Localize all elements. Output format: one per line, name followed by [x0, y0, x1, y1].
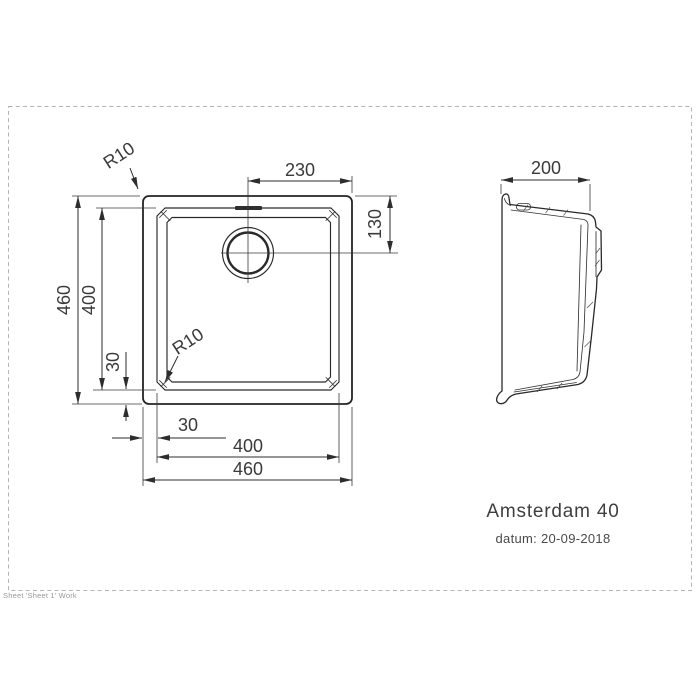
dim-label-r10-outer: R10 — [99, 137, 139, 173]
dim-label-460-bottom: 460 — [232, 459, 264, 479]
dim-label-200: 200 — [530, 158, 562, 178]
side-view — [497, 194, 602, 404]
dim-overall-width — [143, 459, 352, 480]
overflow-slot — [235, 206, 262, 210]
dim-depth — [501, 158, 590, 180]
dim-label-460-left: 460 — [54, 284, 74, 316]
sink-section-outline — [497, 194, 602, 404]
side-view-dimensions — [501, 158, 590, 211]
dim-label-30-bottom: 30 — [177, 415, 199, 435]
dim-bowl-corner-radius — [165, 324, 207, 382]
dim-overall-height — [54, 196, 78, 404]
title-block — [486, 501, 619, 546]
product-name: Amsterdam 40 — [486, 501, 620, 522]
plan-view — [143, 177, 398, 404]
date-label: datum: 20-09-2018 — [495, 531, 611, 546]
sheet-footer-label: Sheet 'Sheet 1' Work — [3, 591, 77, 600]
plan-view-dimensions — [54, 138, 397, 486]
dim-label-400-left: 400 — [79, 284, 99, 316]
dim-label-30-left: 30 — [103, 351, 123, 373]
dim-rim-offset-vertical — [103, 352, 126, 421]
dim-bowl-width — [157, 436, 339, 457]
dim-drain-from-top — [365, 196, 390, 253]
dim-label-130: 130 — [365, 208, 385, 240]
dim-drain-from-right — [248, 160, 352, 181]
dim-outer-corner-radius — [100, 138, 139, 189]
dim-label-r10-bowl: R10 — [168, 323, 208, 359]
dim-bowl-height — [79, 208, 102, 390]
dim-label-400-bottom: 400 — [232, 436, 264, 456]
dim-rim-offset-horizontal — [112, 415, 226, 438]
bowl-bottom-edge — [167, 218, 331, 383]
dim-label-230: 230 — [284, 160, 316, 180]
